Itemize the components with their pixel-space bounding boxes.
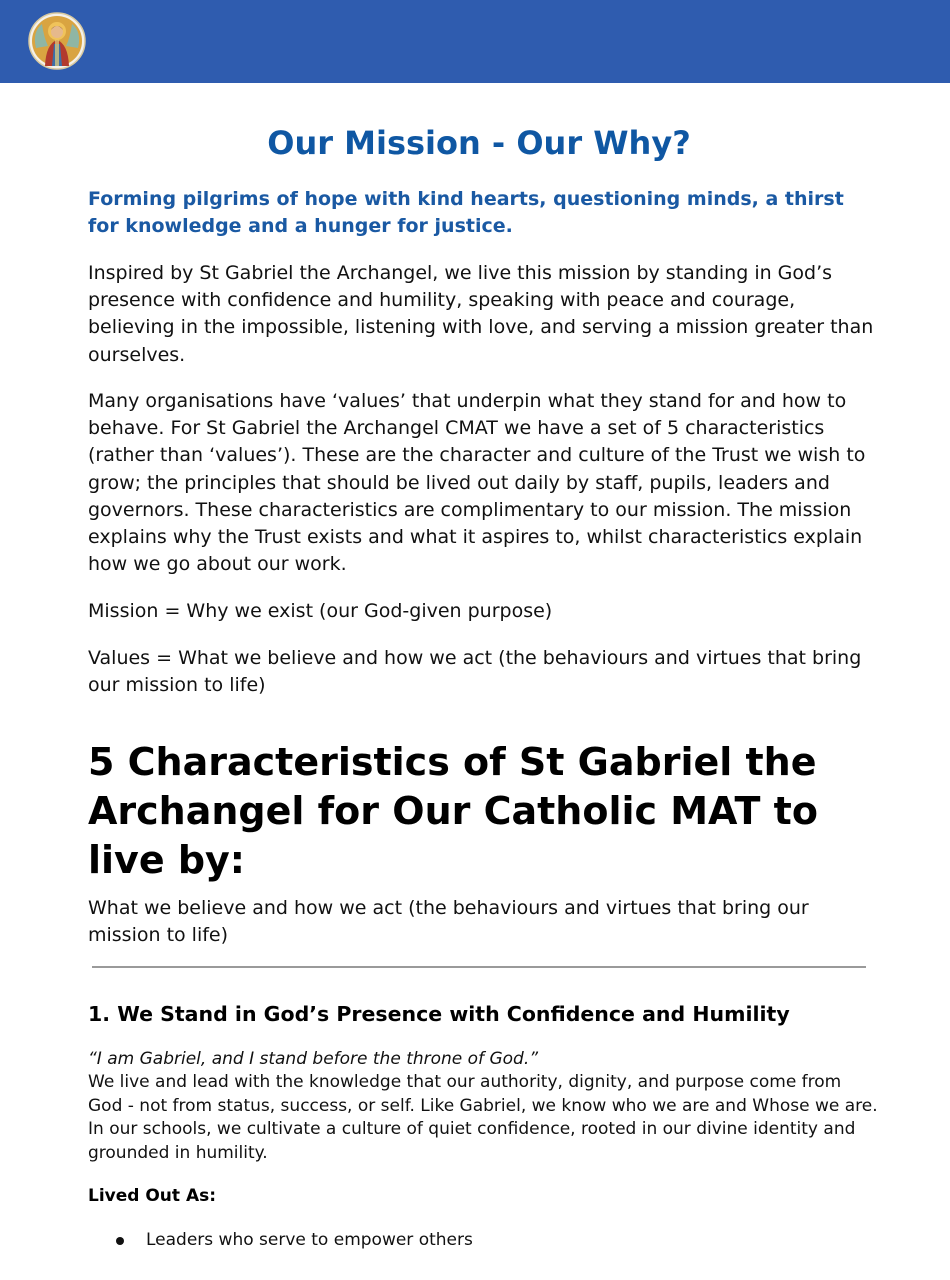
section-divider (92, 966, 866, 968)
list-item-text: Leaders who serve to empower others (146, 1230, 473, 1250)
archangel-gabriel-icon (28, 12, 86, 70)
mission-statement: Forming pilgrims of hope with kind hearts, questioning minds, a thirst for knowledge and a hunger for justice. (88, 188, 844, 237)
bullet-icon (116, 1237, 124, 1245)
list-item (116, 1228, 473, 1252)
characteristic-1-quote: “I am Gabriel, and I stand before the throne of God.” (88, 1049, 539, 1069)
mission-intro-paragraph: Inspired by St Gabriel the Archangel, we live this mission by standing in God’s presence with confidence and humility, speaking with peace and courage, believing in the impossible, listening with love, and serving a mission greater than ourselves. (88, 262, 874, 366)
characteristics-subtitle: What we believe and how we act (the behaviours and virtues that bring our mission to life) (88, 897, 809, 947)
characteristic-1-body: We live and lead with the knowledge that our authority, dignity, and purpose come from God - not from status, success, or self. Like Gabriel, we know who we are and Whose we are. In our schools, we cultivate a culture of quiet confidence, rooted in our divine identity and grounded in humility. (88, 1072, 878, 1163)
values-definition: Values = What we believe and how we act (the behaviours and virtues that bring our mission to life) (88, 647, 862, 697)
lived-out-list (116, 1228, 473, 1252)
values-paragraph: Many organisations have ‘values’ that underpin what they stand for and how to behave. For St Gabriel the Archangel CMAT we have a set of 5 characteristics (rather than ‘values’). These are the character and culture of the Trust we wish to grow; the principles that should be lived out daily by staff, pupils, leaders and governors. These characteristics are complimentary to our mission. The mission explains why the Trust exists and what it aspires to, whilst characteristics explain how we go about our work. (88, 390, 866, 576)
header-bar (0, 0, 950, 83)
characteristic-1-heading: 1. We Stand in God’s Presence with Confidence and Humility (88, 1002, 790, 1026)
mission-title: Our Mission - Our Why? (267, 124, 691, 162)
characteristics-heading: 5 Characteristics of St Gabriel the Archangel for Our Catholic MAT to live by: (88, 740, 818, 882)
lived-out-label: Lived Out As: (88, 1186, 217, 1206)
mission-definition: Mission = Why we exist (our God-given purpose) (88, 600, 553, 622)
